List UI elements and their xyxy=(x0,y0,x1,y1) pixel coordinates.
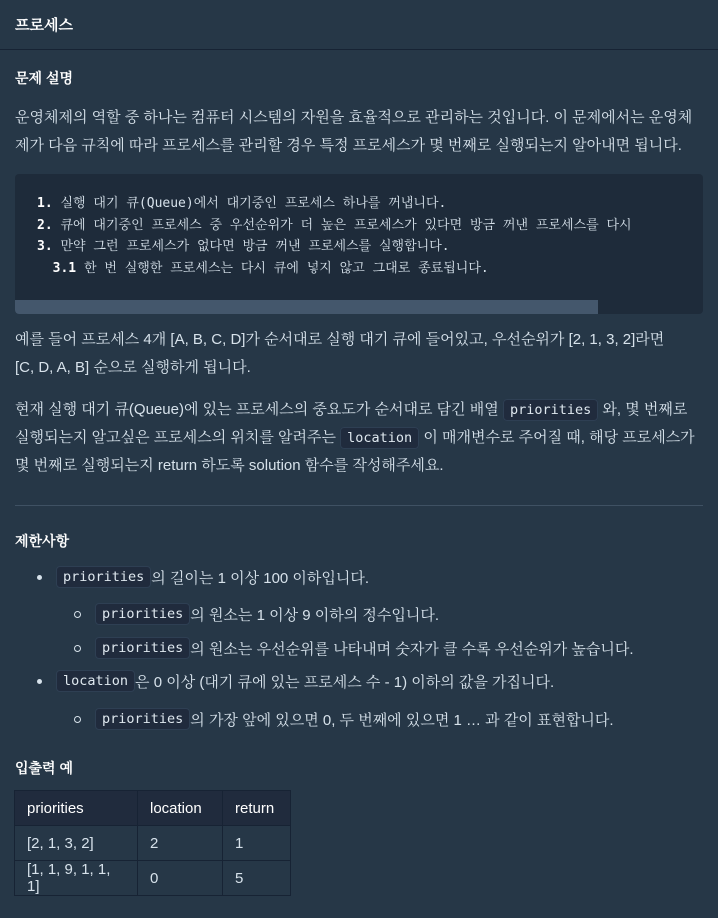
circle-bullet-icon xyxy=(74,645,81,652)
column-header-location: location xyxy=(138,791,223,826)
code-line-3: 3. 만약 그런 프로세스가 없다면 방금 꺼낸 프로세스를 실행합니다. xyxy=(37,239,450,254)
constraint-item-5: priorities 의 가장 앞에 있으면 0, 두 번째에 있으면 1 … 과 같이 표현합니다. xyxy=(74,708,614,730)
code-line-1: 1. 실행 대기 큐(Queue)에서 대기중인 프로세스 하나를 꺼냅니다. xyxy=(37,196,447,211)
page-title: 프로세스 xyxy=(15,17,73,34)
table-cell: 0 xyxy=(138,861,223,896)
bullet-icon xyxy=(37,679,42,684)
constraint-item-2: priorities 의 원소는 1 이상 9 이하의 정수입니다. xyxy=(74,603,439,625)
column-header-priorities: priorities xyxy=(15,791,138,826)
code-line-4: 3.1 한 번 실행한 프로세스는 다시 큐에 넣지 않고 그대로 종료됩니다. xyxy=(37,260,489,276)
code-horizontal-scrollbar[interactable] xyxy=(15,300,598,314)
table-cell: 1 xyxy=(223,826,291,861)
description-paragraph-2 xyxy=(15,326,664,382)
table-header-row xyxy=(15,791,291,826)
examples-title: 입출력 예 xyxy=(15,760,73,776)
circle-bullet-icon xyxy=(74,716,81,723)
bullet-icon xyxy=(37,575,42,580)
examples-table xyxy=(14,790,291,896)
code-block xyxy=(15,174,703,314)
table-cell: 5 xyxy=(223,861,291,896)
code-lines xyxy=(15,174,703,279)
description-title: 문제 설명 xyxy=(15,70,73,86)
para1-line2: 제가 다음 규칙에 따라 프로세스를 관리할 경우 특정 프로세스가 몇 번째로 실행되는지 알아내면 됩니다. xyxy=(15,137,682,154)
para2-line2: [C, D, A, B] 순으로 실행하게 됩니다. xyxy=(15,359,251,376)
description-paragraph-3: 현재 실행 대기 큐(Queue)에 있는 프로세스의 중요도가 순서대로 담긴 배열 priorities 와, 몇 번째로 실행되는지 알고싶은 프로세스의 위치를 알려주는 location 이 매개변수로 주어질 때, 해당 프로세스가 몇 번째로 실행되는지 return 하도록 solution 함수를 작성해주세요. xyxy=(15,401,695,474)
para1-line1: 운영체제의 역할 중 하나는 컴퓨터 시스템의 자원을 효율적으로 관리하는 것입니다. 이 문제에서는 운영체 xyxy=(15,109,693,126)
circle-bullet-icon xyxy=(74,611,81,618)
constraint-item-4: location 은 0 이상 (대기 큐에 있는 프로세스 수 - 1) 이하의 값을 가집니다. xyxy=(37,670,554,692)
column-header-return: return xyxy=(223,791,291,826)
code-line-2: 2. 큐에 대기중인 프로세스 중 우선순위가 더 높은 프로세스가 있다면 방금 꺼낸 프로세스를 다시 xyxy=(37,217,632,233)
para2-line1: 예를 들어 프로세스 4개 [A, B, C, D]가 순서대로 실행 대기 큐에 들어있고, 우선순위가 [2, 1, 3, 2]라면 xyxy=(15,331,665,348)
table-cell: [2, 1, 3, 2] xyxy=(15,826,138,861)
table-row xyxy=(15,861,291,896)
inline-code-location: location xyxy=(340,427,419,449)
section-divider xyxy=(15,505,703,506)
constraints-title: 제한사항 xyxy=(15,533,70,549)
table-cell: 2 xyxy=(138,826,223,861)
constraint-item-3: priorities 의 원소는 우선순위를 나타내며 숫자가 클 수록 우선순위가 높습니다. xyxy=(74,637,634,659)
table-cell: [1, 1, 9, 1, 1, 1] xyxy=(15,861,138,896)
page-header xyxy=(0,0,718,50)
table-row xyxy=(15,826,291,861)
inline-code-priorities: priorities xyxy=(503,399,598,421)
description-paragraph-1 xyxy=(15,104,692,160)
constraint-item-1: priorities 의 길이는 1 이상 100 이하입니다. xyxy=(37,566,369,588)
